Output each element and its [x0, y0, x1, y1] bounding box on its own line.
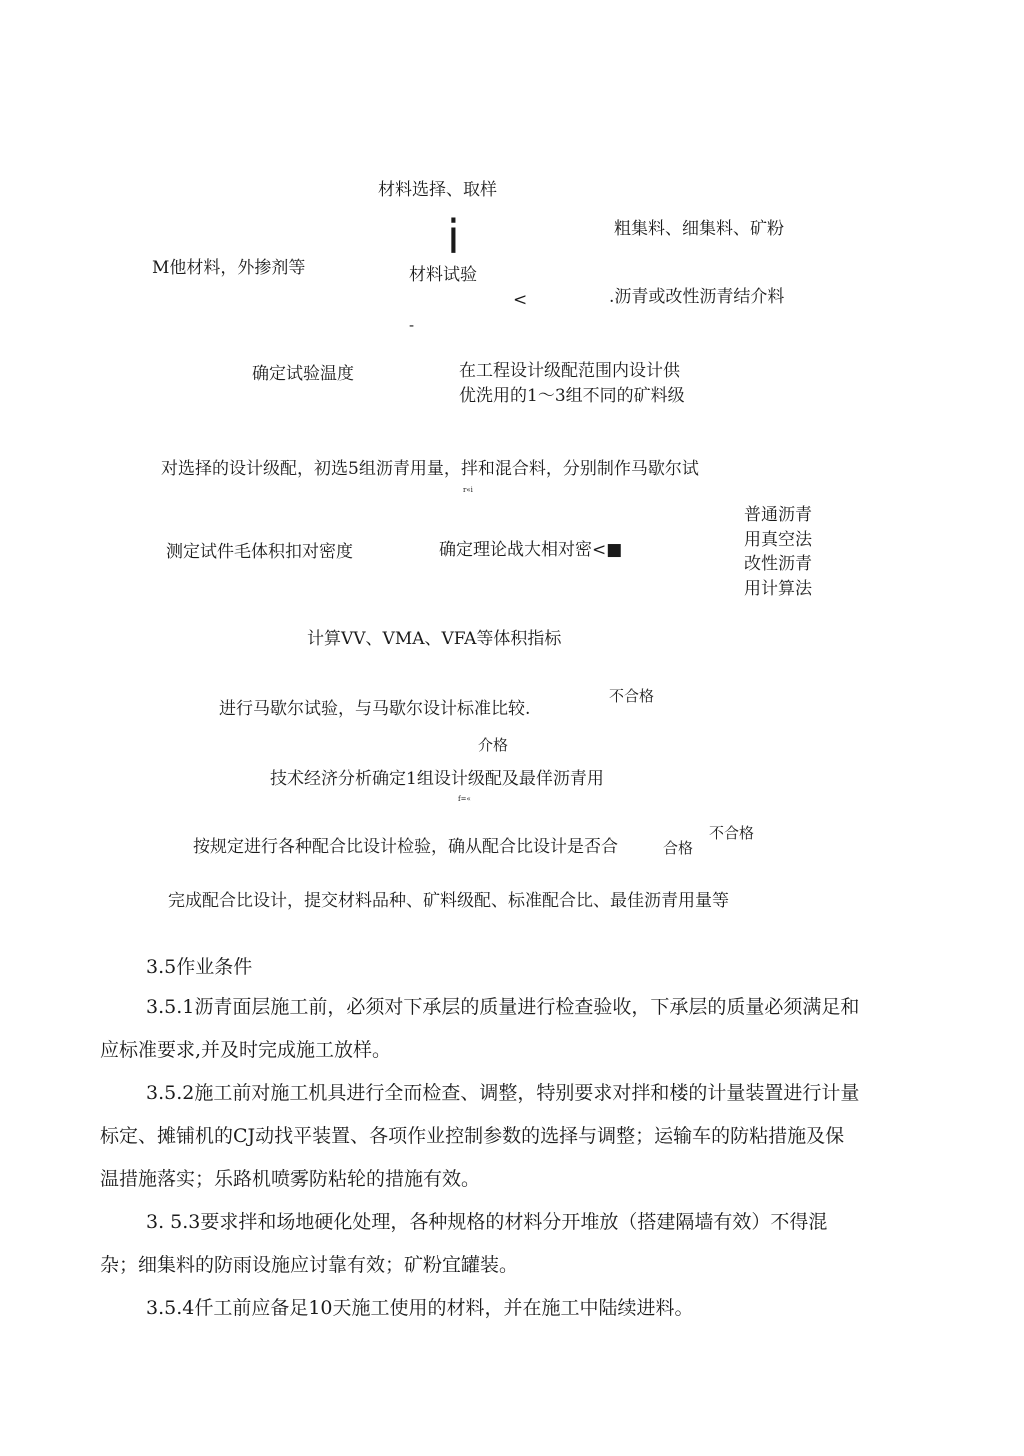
paragraph-3-5-3-text: 3. 5.3要求拌和场地硬化处理，各种规格的材料分开堆放（搭建隔墙有效）不得混杂；细集料的防雨设施应讨靠有效；矿粉宜罐装。 — [100, 1211, 828, 1276]
paragraph-3-5-1-text: 3.5.1沥青面层施工前，必须对下承层的质量进行检查验收，下承层的质量必须满足和应标准要求,并及时完成施工放样。 — [100, 996, 860, 1061]
design-grading-line-1: 在工程设计级配范围内设计供 — [459, 361, 680, 381]
method-note-2: 用真空法 — [744, 530, 812, 550]
coarse-fine-materials: 粗集料、细集料、矿粉 — [614, 219, 784, 239]
method-note-3: 改性沥青 — [744, 554, 812, 574]
fail-label-2: 不合格 — [709, 824, 755, 842]
test-temperature-box: 确定试验温度 — [252, 364, 354, 384]
volume-index-box: 计算VV、VMA、VFA等体积指标 — [307, 629, 562, 649]
complete-design-box: 完成配合比设计，提交材料品种、矿料级配、标准配合比、最佳沥青用量等 — [168, 891, 729, 911]
section-heading: 3.5作业条件 — [146, 956, 253, 978]
paragraph-3-5-3 — [100, 1201, 860, 1287]
theory-density-box: 确定理论战大相对密<■ — [439, 540, 623, 560]
dash-mark: - — [409, 316, 415, 334]
method-note-4: 用计算法 — [744, 579, 812, 599]
check-design-box: 按规定进行各种配合比设计检验，确从配合比设计是否合 — [193, 837, 618, 857]
paragraph-3-5-1 — [100, 986, 860, 1072]
arrow-mark: i — [447, 210, 460, 264]
economic-analysis-box: 技术经济分析确定1组设计级配及最佯沥青用 — [270, 769, 604, 789]
asphalt-binder: .沥青或改性沥青结介料 — [609, 287, 785, 307]
paragraph-3-5-2-text: 3.5.2施工前对施工机具进行全而检查、调整，特别要求对拌和楼的计量装置进行计量标定、摊铺机的CJ动找平装置、各项作业控制参数的选择与调整；运输车的防粘措施及保温措施落实；乐路机喷雾防粘轮的措施有效。 — [100, 1082, 860, 1190]
paragraph-3-5-2 — [100, 1072, 860, 1201]
select-grading-box: 对选择的设计级配，初选5组沥青用量，拌和混合料，分别制作马歇尔试 — [161, 459, 699, 479]
pass-label-2: 合格 — [663, 839, 694, 857]
method-note-1: 普通沥青 — [744, 505, 812, 525]
pass-label-1: 介格 — [478, 736, 509, 754]
connector-mark-2: f=« — [458, 795, 471, 803]
connector-mark-1: r«i — [463, 486, 473, 494]
bulk-density-box: 测定试件毛体积扣对密度 — [166, 542, 353, 562]
design-grading-line-2: 优洗用的1～3组不同的矿料级 — [459, 386, 685, 406]
paragraph-3-5-4 — [100, 1287, 860, 1330]
material-select-box: 材料选择、取样 — [378, 180, 497, 200]
arrow-lt-mark: < — [513, 290, 528, 310]
fail-label-1: 不合格 — [609, 687, 655, 705]
material-test-box: 材料试验 — [409, 265, 477, 285]
paragraph-3-5-4-text: 3.5.4仟工前应备足10天施工使用的材料，并在施工中陆续进料。 — [146, 1297, 694, 1319]
marshall-test-box: 进行马歇尔试验，与马歇尔设计标准比较. — [219, 699, 531, 719]
other-materials: M他材料，外掺剂等 — [152, 258, 306, 278]
